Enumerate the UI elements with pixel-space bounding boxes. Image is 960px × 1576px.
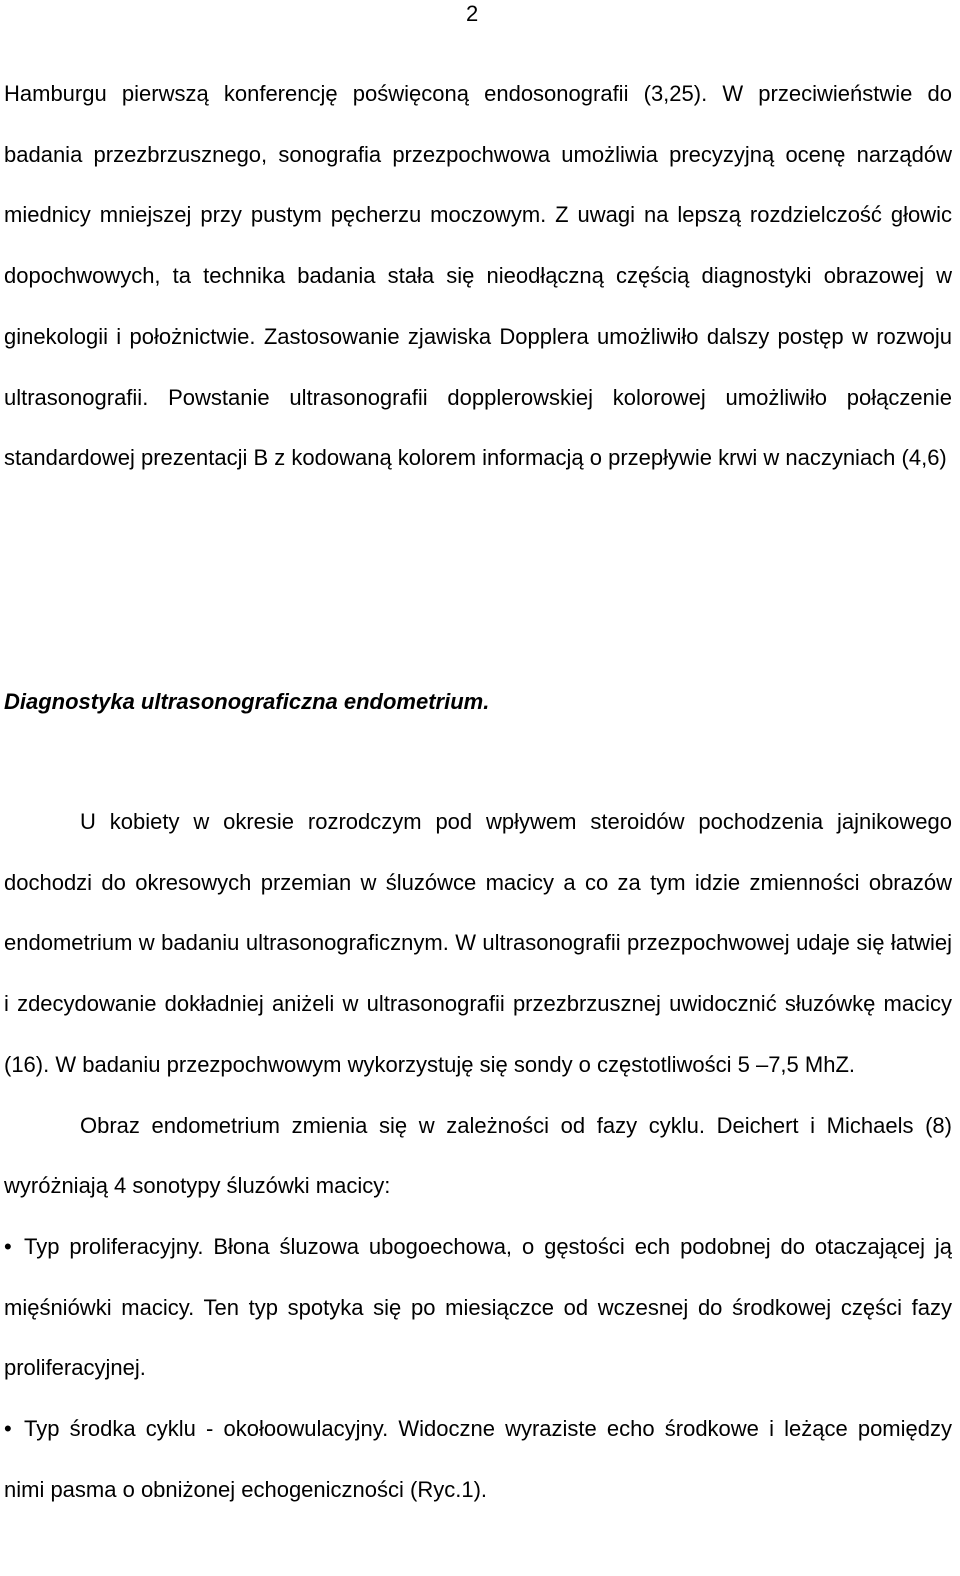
bullet-text-2: Typ środka cyklu - okołoowulacyjny. Widoczne wyraziste echo środkowe i leżące pomiędzy nimi pasma o obniżonej echogeniczności (Ryc.1). — [4, 1416, 952, 1502]
section-body — [4, 792, 952, 1520]
bullet-marker: • — [4, 1416, 12, 1442]
page-number: 2 — [466, 1, 479, 26]
body-paragraph-1: U kobiety w okresie rozrodczym pod wpływem steroidów pochodzenia jajnikowego dochodzi do okresowych przemian w śluzówce macicy a co za tym idzie zmienności obrazów endometrium w badaniu ultrasonograficznym. W ultrasonografii przezpochwowej udaje się łatwiej i zdecydowanie dokładniej aniżeli w ultrasonografii przezbrzusznej uwidocznić słuzówkę macicy (16). W badaniu przezpochwowym wykorzystuję się sondy o częstotliwości 5 –7,5 MhZ. — [4, 809, 952, 1077]
bullet-text-1: Typ proliferacyjny. Błona śluzowa ubogoechowa, o gęstości ech podobnej do otaczającej ją mięśniówki macicy. Ten typ spotyka się po miesiączce od wczesnej do środkowej części fazy proliferacyjnej. — [4, 1233, 952, 1381]
bullet-item-1 — [4, 1217, 952, 1399]
section-heading: Diagnostyka ultrasonograficzna endometrium. — [4, 689, 490, 714]
bullet-marker: • — [4, 1233, 12, 1259]
intro-paragraph: Hamburgu pierwszą konferencję poświęconą endosonografii (3,25). W przeciwieństwie do badania przezbrzusznego, sonografia przezpochwowa umożliwia precyzyjną ocenę narządów miednicy mniejszej przy pustym pęcherzu moczowym. Z uwagi na lepszą rozdzielczość głowic dopochwowych, ta technika badania stała się nieodłączną częścią diagnostyki obrazowej w ginekologii i położnictwie. Zastosowanie zjawiska Dopplera umożliwiło dalszy postęp w rozwoju ultrasonografii. Powstanie ultrasonografii dopplerowskiej kolorowej umożliwiło połączenie standardowej prezentacji B z kodowaną kolorem informacją o przepływie krwi w naczyniach (4,6) — [4, 81, 952, 471]
bullet-item-2 — [4, 1399, 952, 1520]
body-paragraph-2: Obraz endometrium zmienia się w zależności od fazy cyklu. Deichert i Michaels (8) wyróżniają 4 sonotypy śluzówki macicy: — [4, 1112, 952, 1199]
